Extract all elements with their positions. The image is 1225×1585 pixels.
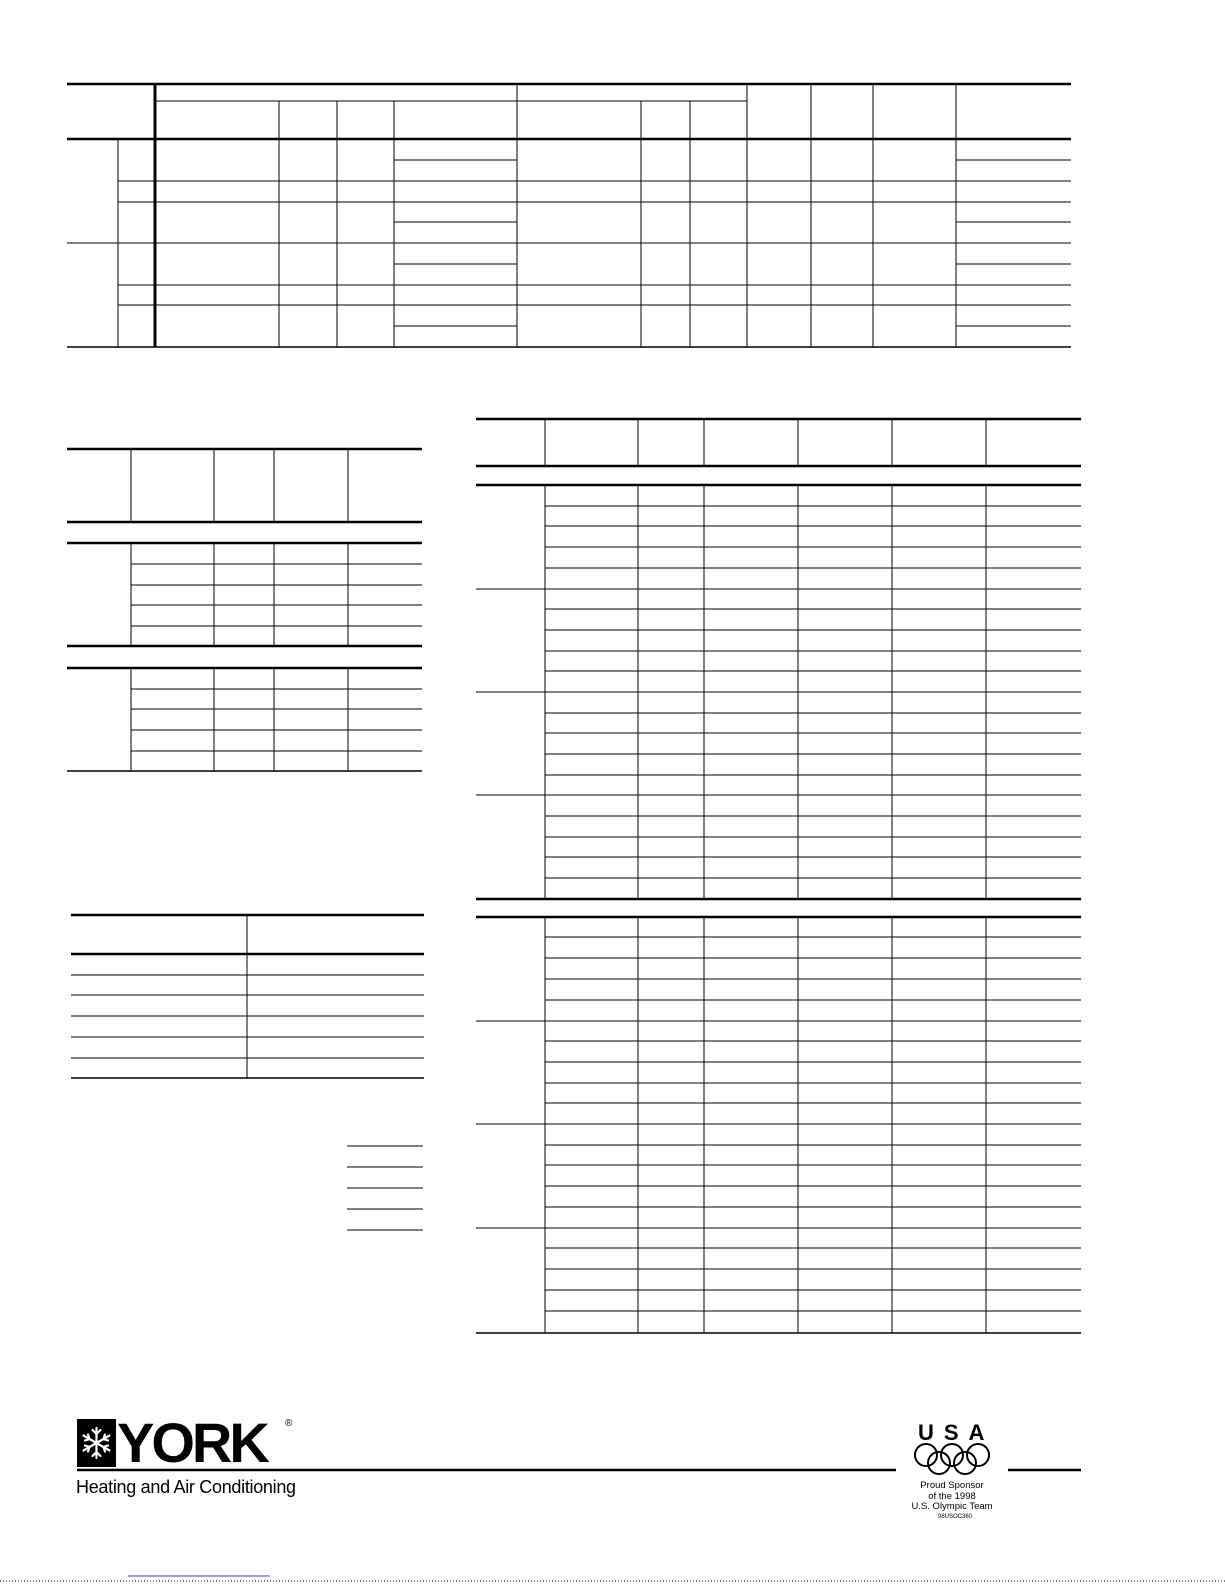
olympic-sponsor xyxy=(896,1420,1008,1520)
brand-tagline: Heating and Air Conditioning xyxy=(76,1477,296,1497)
right-table xyxy=(476,419,1081,1333)
left-middle-table xyxy=(67,449,422,771)
sponsor-line-3: U.S. Olympic Team xyxy=(911,1501,993,1512)
top-table xyxy=(67,84,1071,347)
registered-mark: ® xyxy=(285,1418,293,1429)
short-rules xyxy=(347,1146,423,1230)
sponsor-line-1: Proud Sponsor xyxy=(920,1480,984,1491)
sponsor-text xyxy=(897,1481,1007,1513)
sponsor-line-2: of the 1998 xyxy=(928,1490,976,1502)
sponsor-code: 98USOC360 xyxy=(938,1514,973,1520)
sponsor-country: USA xyxy=(918,1420,995,1445)
snowflake-icon xyxy=(77,1419,116,1467)
left-lower-table xyxy=(71,915,424,1078)
brand-name: YORK xyxy=(117,1411,267,1474)
york-logo xyxy=(77,1411,297,1474)
olympic-rings-icon xyxy=(912,1442,992,1476)
